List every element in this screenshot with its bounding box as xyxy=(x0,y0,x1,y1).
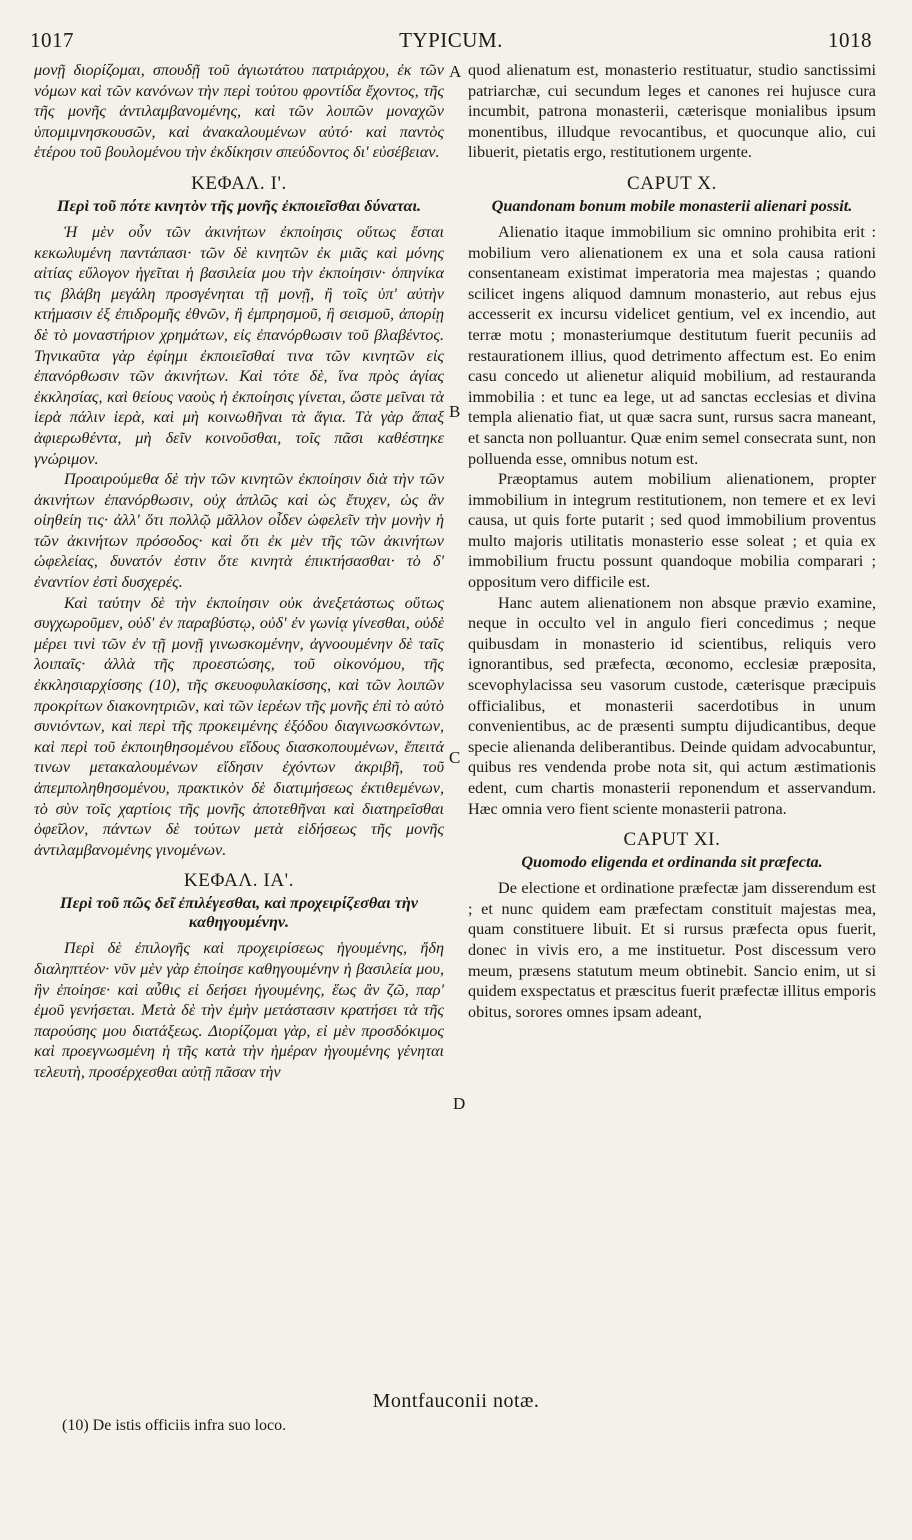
greek-chapter-10-heading: ΚΕΦΑΛ. Ι'. xyxy=(191,172,287,194)
latin-paragraph-4: De electione et ordinatione præfectæ jam disserendum est ; et nunc quidem eam præfectam constituit majestas mea, quam constituere libuit. Et si rursus præfecta opus fuerit, donec in vivis ero, a me instituetur. Post discessum vero meum, præsens statutum meum obtinebit. Sancio enim, ut si quidem exspectatus et præscitus fuerit præfectæ illitus emporis obitus, sorores omnes ipsam adeant, xyxy=(468,879,876,1021)
latin-paragraph-2: Præoptamus autem mobilium alienationem, propter immobilium in integrum restitutionem, non temere et ex levi causa, ut quis forte putarit ; sed quod immobilium proventus multo majoris utilitatis monasterio esse soleat ; et quia ex immobilium fructu possunt quandoque mobilia comparari ; oppositum vero difficile est. xyxy=(468,470,876,592)
running-title: TYPICUM. xyxy=(399,28,503,52)
page-number-left: 1017 xyxy=(30,28,74,52)
latin-paragraph-1: Alienatio itaque immobilium sic omnino prohibita erit : mobilium vero alienationem ex una et sola causa rationi consentaneam existimat imperatoria mea majestas ; quando scilicet ingens aliquod damnum monasterio, aut rebus ejus accesserit ex incursu videlicet gentium, vel ex incendio, aut terræ motu ; monasteriumque destitutum fuerit pecuniis ad restaurationem illius, quod detrimento affectum est. Eo enim casu concedo ut alienetur aliquid mobilium, ad restauranda immobilia : et tunc ea lege, ut ad sanctas ecclesias et divina templa alienatio fiat, ut quæ sacra sunt, rursus sacra maneant, et sancta non polluantur. Quæ enim semel consecrata sunt, non polluenda esse, omnibus notum est. xyxy=(468,222,876,468)
section-marker-a: A xyxy=(449,62,462,81)
page-header xyxy=(30,28,872,54)
latin-paragraph-3: Hanc autem alienationem non absque prævio examine, neque in occulto vel in angulo fieri concedimus ; neque quibusdam in monasterio id scientibus, reliquis vero ignorantibus, sed præfecta, œconomo, ecclesiæ præposita, scevophylacissa seu vasorum custode, cæterisque præcipuis officialibus, et monasterii sacerdotibus in unum convenientibus, ac de præsenti sumptu dijudicantibus, deque specie alienanda deliberantibus. Deinde quidam advocabuntur, quibus res vendenda probe nota sit, qui actum æstimationis edent, cum chartis monasterii reponendum et asservandum. Hæc omnia vero fient sciente monasterii patrona. xyxy=(468,593,876,818)
greek-chapter-10-subtitle: Περὶ τοῦ πότε κινητὸν τῆς μονῆς ἐκποιεῖσθαι δύναται. xyxy=(56,196,422,215)
page-number-right: 1018 xyxy=(827,28,872,52)
latin-chapter-11-heading: CAPUT XI. xyxy=(623,829,721,851)
section-marker-d: D xyxy=(453,1094,466,1113)
latin-chapter-10-heading: CAPUT X. xyxy=(627,172,717,194)
latin-column xyxy=(468,60,876,1022)
section-marker-b: B xyxy=(449,402,461,421)
greek-paragraph-3: Καὶ ταύτην δὲ τὴν ἐκποίησιν οὐκ ἀνεξετάστως οὕτως συγχωροῦμεν, οὐδ' ἐν παραβύστῳ, οὐδ' ἐν γωνίᾳ γίνεσθαι, οὐδὲ μέρει τινὶ τῶν ἐν τῇ μονῇ γινωσκομένην, ἀγνοουμένην δὲ ταῖς λοιπαῖς· ἀλλὰ τῆς προεστώσης, τοῦ οἰκονόμου, τῆς ἐκκλησιαρχίσσης (10), τῆς σκευοφυλακίσσης, καὶ τῶν λοιπῶν προκρίτων διακονητριῶν, καὶ τῶν ἱερέων τῆς μονῆς ἐπὶ τὸ αὐτὸ συνιόντων, καὶ περὶ τῆς προκειμένης ἐξόδου διαγινωσκόντων, καὶ περὶ τοῦ ἐκποιηθησομένου εἴδους διασκοπουμένων, ἔπειτά τινων μετακαλουμένων εἴδησιν ἐχόντων ἀκριβῆ, τοῦ ἀπεμποληθησομένου, πρακτικὸν δὲ διατιμήσεως ἐκτιθεμένων, τὸ σὺν τοῖς χαρτίοις τῆς μονῆς ἀποτεθῆναι καὶ διατηρεῖσθαι ὀφεῖλον, πάντων δὲ τούτων μετὰ εἰδήσεως τῆς μονῆς ἀντιλαμβανομένης γινομένων. xyxy=(34,593,444,859)
greek-column xyxy=(34,60,444,1083)
latin-paragraph-continuation: quod alienatum est, monasterio restituatur, studio sanctissimi patriarchæ, cui secundum leges et canones rei hujusce cura incumbit, patrona monasterii, cæterisque monialibus ipsum monentibus, illudque revocantibus, et quocunque alio, cui libuerit, pietatis ergo, restitutionem urgente. xyxy=(468,61,876,162)
notes-title: Montfauconii notæ. xyxy=(372,1390,540,1412)
greek-paragraph-2: Προαιρούμεθα δὲ τὴν τῶν κινητῶν ἐκποίησιν διὰ τὴν τῶν ἀκινήτων ἐπανόρθωσιν, οὐχ ἁπλῶς καὶ ὡς ἔτυχεν, ὡς ἂν οἰηθείη τις· ἀλλ' ὅτι πολλῷ μᾶλλον οἶδεν ὠφελεῖν τὴν μονὴν ἡ τῶν ἀκινήτων πρόσοδος· καὶ ὅτι ἐκ μὲν τῆς τῶν ἀκινήτων ὠφελείας, δυνατόν ἐστιν ὅτε κινητὰ ἐπικτήσασθαι· τὸ δ' ἐναντίον ἐστὶ δυσχερές. xyxy=(34,470,444,592)
greek-chapter-11-subtitle: Περὶ τοῦ πῶς δεῖ ἐπιλέγεσθαι, καὶ προχειρίζεσθαι τὴν καθηγουμένην. xyxy=(60,894,418,932)
footnote-10: (10) De istis officiis infra suo loco. xyxy=(62,1417,287,1434)
latin-chapter-10-subtitle: Quandonam bonum mobile monasterii alienari possit. xyxy=(491,196,853,215)
latin-chapter-11-subtitle: Quomodo eligenda et ordinanda sit præfecta. xyxy=(521,853,823,872)
greek-chapter-11-heading: ΚΕΦΑΛ. ΙΑ'. xyxy=(183,870,295,892)
greek-paragraph-1: Ἡ μὲν οὖν τῶν ἀκινήτων ἐκποίησις οὕτως ἔσται κεκωλυμένη παντάπασι· τῶν δὲ κινητῶν ἐκ μιᾶς καὶ μόνης αἰτίας εὔλογον ἡγεῖται ἡ βασιλεία μου τὴν ἐκποίησιν· ὁπηνίκα τις βλάβη μεγάλη προσγένηται τῇ μονῇ, ἢ τοῖς ὑπ' αὐτὴν κτήμασιν ἐξ ἐπιδρομῆς ἐθνῶν, ἢ ἐμπρησμοῦ, ἢ σεισμοῦ, ἀπορίῃ δὲ τὸ μοναστήριον χρημάτων, εἰς ἐπανόρθωσιν τοῦ βλαβέντος. Τηνικαῦτα γὰρ ἐφίημι ἐκποιεῖσθαί τινα τῶν κινητῶν εἰς ἐπανόρθωσιν τῶν ἀκινήτων. Καὶ τότε δὲ, ἵνα πρὸς ἁγίας ἐκκλησίας, καὶ θείους ναοὺς ἡ ἐκποίησις γίνεται, ὥστε μεῖναι τὰ ἱερὰ πάλιν ἱερὰ, καὶ μὴ κοινωθῆναι τὰ ἅγια. Τὰ γὰρ ἅπαξ ἀφιερωθέντα, μὴ δεῖν κοινοῦσθαι, τοῖς πᾶσι καθέστηκε γνώριμον. xyxy=(34,222,444,468)
greek-paragraph-4: Περὶ δὲ ἐπιλογῆς καὶ προχειρίσεως ἡγουμένης, ἤδη διαληπτέον· νῦν μὲν γὰρ ἐποίησε καθηγουμένην ἡ βασιλεία μου, ἣν ἐποίησε· καὶ αὖθις εἰ δεήσει ἡγουμένης, ἕως ἂν ζῶ, παρ' ἐμοῦ γενήσεται. Μετὰ δὲ τὴν ἐμὴν μετάστασιν κρατήσει τὰ τῆς παρούσης μου διατάξεως. Διορίζομαι γὰρ, εἰ μὲν προσδόκιμος καὶ προεγνωσμένη ἡ τῆς κατὰ τὴν ἡμέραν ἡγουμένης γένηται τελευτὴ, προσέρχεσθαι αὐτῇ πᾶσαν τὴν xyxy=(34,939,444,1081)
section-marker-c: C xyxy=(449,748,461,767)
greek-paragraph-continuation: μονῇ διορίζομαι, σπουδῇ τοῦ ἁγιωτάτου πατριάρχου, ἐκ τῶν νόμων καὶ τῶν κανόνων τὴν περὶ τούτου φροντίδα ἔχοντος, τῆς τῆς μονῆς ἀντιλαμβανομένης, καὶ τῶν λοιπῶν μοναχῶν ὑπομιμνησκουσῶν, καὶ ἀνακαλουμένων αὐτό· καὶ παντὸς ἑτέρου τοῦ βουλομένου τὴν ἐκδίκησιν σπεύδοντος δι' εὐσέβειαν. xyxy=(34,61,444,162)
